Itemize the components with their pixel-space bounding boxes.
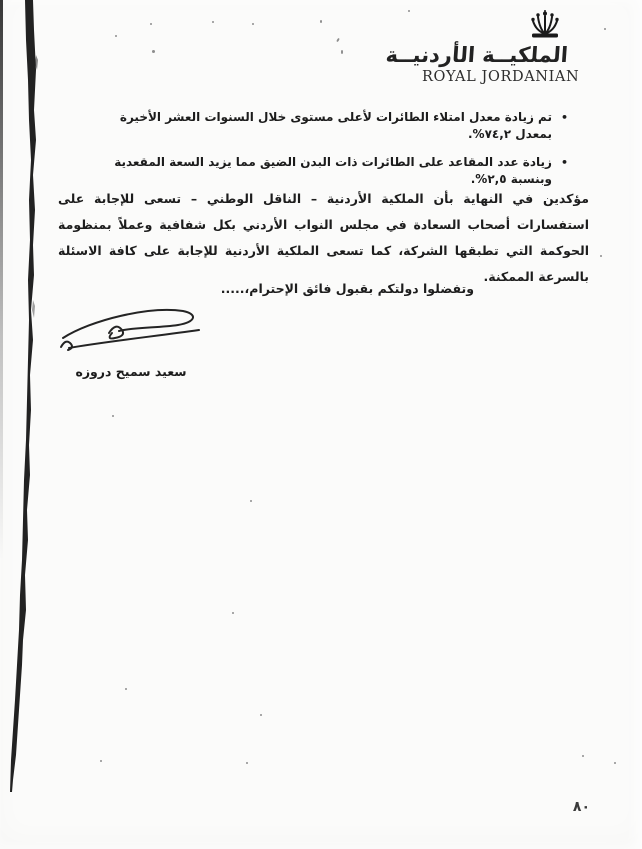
crown-icon <box>528 10 562 40</box>
logo-arabic-name: الملكيــة الأردنيــة <box>384 43 569 67</box>
bullet-text: تم زيادة معدل امتلاء الطائرات لأعلى مستوى خلال السنوات العشر الأخيرة بمعدل ٧٤,٢%. <box>119 110 552 141</box>
bullet-item-load-factor <box>113 109 568 143</box>
scan-edge-sliver <box>0 0 3 560</box>
bullet-marker-icon: • <box>560 111 568 124</box>
signatory-name: سعيد سميح دروزه <box>75 364 187 379</box>
bullet-text: زيادة عدد المقاعد على الطائرات ذات البدن الضيق مما يزيد السعة المقعدية وبنسبة ٢,٥%. <box>114 155 552 186</box>
royal-jordanian-logo <box>384 10 580 85</box>
logo-english-name: ROYAL JORDANIAN <box>422 69 580 85</box>
scan-edge-band <box>0 0 50 800</box>
body-paragraph: مؤكدين في النهاية بأن الملكية الأردنية – الناقل الوطني – تسعى للإجابة على استفسارات أصحاب السعادة في مجلس النواب الأردني بكل شفافية وعملاً بمنظومة الحوكمة التي تطبقها الشركة، كما تسعى الملكية الأردنية للإجابة على كافة الاسئلة بالسرعة الممكنة. <box>58 191 589 284</box>
bullet-item-seat-capacity <box>113 154 568 188</box>
page-number: ٨٠ <box>572 799 590 815</box>
closing-salutation: وتفضلوا دولتكم بقبول فائق الإحترام،..... <box>220 281 474 296</box>
signature-block <box>56 302 206 379</box>
bullet-marker-icon: • <box>560 156 568 169</box>
handwritten-signature-icon <box>57 302 205 358</box>
